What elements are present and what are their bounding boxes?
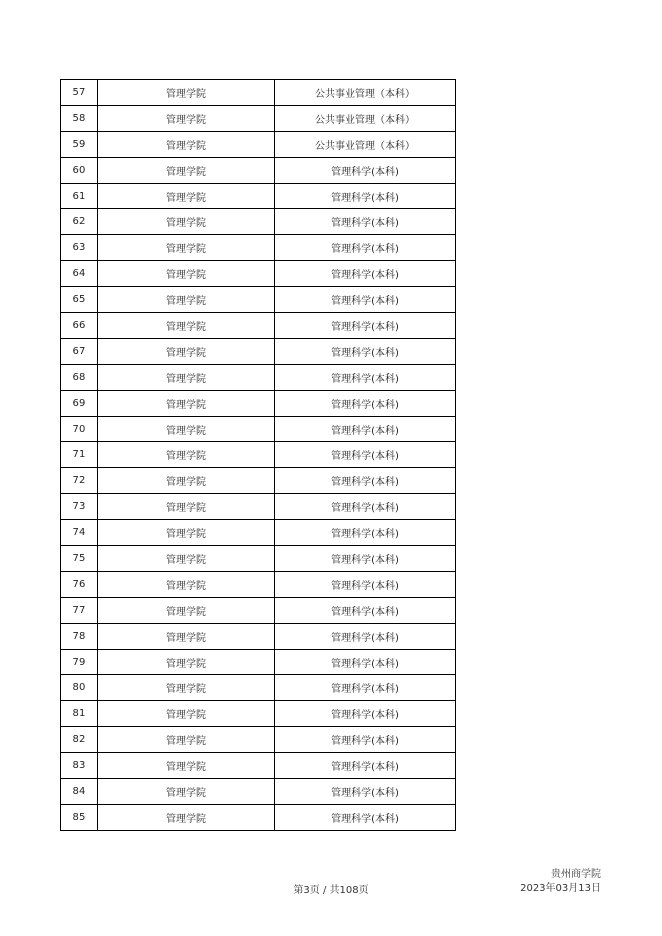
major-cell: 管理科学(本科) [275,597,456,623]
college-cell: 管理学院 [98,804,275,830]
table-row [61,649,456,675]
major-cell: 公共事业管理（本科） [275,105,456,131]
major-cell: 管理科学(本科) [275,546,456,572]
table-row [61,105,456,131]
college-cell: 管理学院 [98,338,275,364]
major-cell: 管理科学(本科) [275,261,456,287]
major-cell: 管理科学(本科) [275,779,456,805]
major-cell: 公共事业管理（本科） [275,80,456,106]
major-cell: 管理科学(本科) [275,649,456,675]
college-cell: 管理学院 [98,287,275,313]
table-row [61,209,456,235]
table-row [61,80,456,106]
row-number: 66 [61,313,98,339]
college-cell: 管理学院 [98,105,275,131]
row-number: 70 [61,416,98,442]
major-cell: 管理科学(本科) [275,442,456,468]
college-cell: 管理学院 [98,520,275,546]
college-cell: 管理学院 [98,131,275,157]
data-table [60,79,456,831]
row-number: 68 [61,364,98,390]
major-cell: 管理科学(本科) [275,235,456,261]
table-row [61,416,456,442]
college-cell: 管理学院 [98,183,275,209]
table-row [61,313,456,339]
college-cell: 管理学院 [98,157,275,183]
college-cell: 管理学院 [98,649,275,675]
row-number: 79 [61,649,98,675]
table-row [61,753,456,779]
row-number: 63 [61,235,98,261]
table-row [61,131,456,157]
row-number: 80 [61,675,98,701]
major-cell: 管理科学(本科) [275,571,456,597]
major-cell: 管理科学(本科) [275,804,456,830]
college-cell: 管理学院 [98,261,275,287]
print-date: 2023年03月13日 [520,883,601,894]
college-cell: 管理学院 [98,779,275,805]
row-number: 74 [61,520,98,546]
major-cell: 管理科学(本科) [275,338,456,364]
major-cell: 管理科学(本科) [275,416,456,442]
major-cell: 管理科学(本科) [275,727,456,753]
row-number: 61 [61,183,98,209]
row-number: 60 [61,157,98,183]
college-cell: 管理学院 [98,442,275,468]
row-number: 59 [61,131,98,157]
major-cell: 管理科学(本科) [275,468,456,494]
row-number: 81 [61,701,98,727]
college-cell: 管理学院 [98,546,275,572]
row-number: 75 [61,546,98,572]
page-number: 第3页 / 共108页 [293,885,369,896]
row-number: 77 [61,597,98,623]
table-row [61,520,456,546]
table-row [61,235,456,261]
row-number: 84 [61,779,98,805]
footer-right [520,868,601,896]
major-cell: 管理科学(本科) [275,183,456,209]
college-cell: 管理学院 [98,390,275,416]
table-row [61,157,456,183]
row-number: 64 [61,261,98,287]
row-number: 76 [61,571,98,597]
table-row [61,364,456,390]
table-row [61,727,456,753]
institution-name: 贵州商学院 [551,869,601,880]
row-number: 71 [61,442,98,468]
row-number: 57 [61,80,98,106]
college-cell: 管理学院 [98,571,275,597]
major-cell: 管理科学(本科) [275,520,456,546]
college-cell: 管理学院 [98,675,275,701]
row-number: 78 [61,623,98,649]
college-cell: 管理学院 [98,494,275,520]
table-row [61,390,456,416]
row-number: 83 [61,753,98,779]
major-cell: 管理科学(本科) [275,390,456,416]
college-cell: 管理学院 [98,597,275,623]
major-cell: 管理科学(本科) [275,287,456,313]
major-cell: 管理科学(本科) [275,364,456,390]
major-cell: 公共事业管理（本科） [275,131,456,157]
table-row [61,261,456,287]
college-cell: 管理学院 [98,701,275,727]
major-cell: 管理科学(本科) [275,701,456,727]
row-number: 72 [61,468,98,494]
major-cell: 管理科学(本科) [275,313,456,339]
college-cell: 管理学院 [98,623,275,649]
table-row [61,701,456,727]
major-cell: 管理科学(本科) [275,753,456,779]
row-number: 73 [61,494,98,520]
table-row [61,468,456,494]
major-cell: 管理科学(本科) [275,209,456,235]
college-cell: 管理学院 [98,313,275,339]
college-cell: 管理学院 [98,727,275,753]
table-row [61,804,456,830]
table-row [61,338,456,364]
table-row [61,779,456,805]
table-row [61,183,456,209]
major-cell: 管理科学(本科) [275,494,456,520]
row-number: 65 [61,287,98,313]
row-number: 62 [61,209,98,235]
college-cell: 管理学院 [98,753,275,779]
table-row [61,546,456,572]
row-number: 67 [61,338,98,364]
table-row [61,571,456,597]
major-cell: 管理科学(本科) [275,157,456,183]
row-number: 58 [61,105,98,131]
table-row [61,623,456,649]
major-cell: 管理科学(本科) [275,623,456,649]
table-body [61,80,456,831]
row-number: 85 [61,804,98,830]
table-row [61,494,456,520]
major-cell: 管理科学(本科) [275,675,456,701]
college-cell: 管理学院 [98,364,275,390]
college-cell: 管理学院 [98,468,275,494]
row-number: 82 [61,727,98,753]
college-cell: 管理学院 [98,416,275,442]
table-row [61,597,456,623]
table-row [61,287,456,313]
table-row [61,442,456,468]
college-cell: 管理学院 [98,209,275,235]
row-number: 69 [61,390,98,416]
college-cell: 管理学院 [98,80,275,106]
college-cell: 管理学院 [98,235,275,261]
table-row [61,675,456,701]
